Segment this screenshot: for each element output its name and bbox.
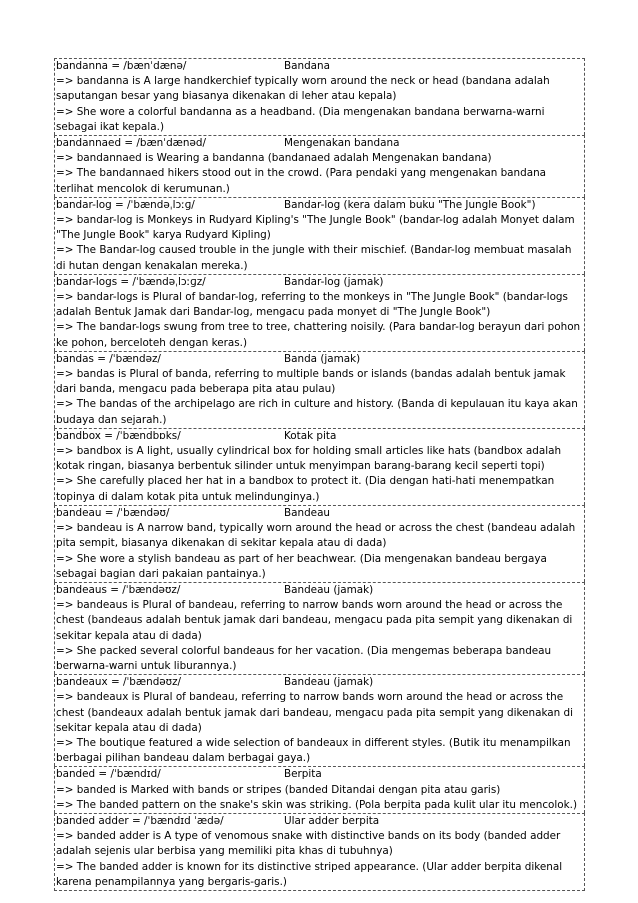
- example: => The bandar-logs swung from tree to tree, chattering noisily. (Para bandar-log berayun dari pohon ke pohon, berceloteh dengan keras.): [56, 321, 581, 349]
- entry-header: [56, 675, 583, 690]
- translation: Mengenakan bandana: [284, 137, 400, 150]
- headword: bandas = /ˈbændəz/: [56, 352, 161, 365]
- example: => The boutique featured a wide selection of bandeaux in different styles. (Butik itu menampilkan berbagai pilihan bandeau dalam berbagai gaya.): [56, 736, 571, 765]
- example: => She packed several colorful bandeaus for her vacation. (Dia mengemas beberapa bandeau berwarna-warni untuk liburannya.): [56, 644, 552, 672]
- headword: bandar-log = /ˈbændəˌlɔːɡ/: [56, 198, 195, 211]
- headword: bandar-logs = /ˈbændəˌlɔːɡz/: [56, 275, 206, 288]
- definition: => bandbox is A light, usually cylindrical box for holding small articles like hats (bandbox adalah kotak ringan, biasanya berbentuk silinder untuk menyimpan barang-barang kecil seperti topi): [56, 445, 562, 473]
- entry-header: [56, 814, 583, 829]
- entry-header: [56, 198, 583, 213]
- entry-bandeaux: [54, 674, 585, 766]
- entry-header: [56, 429, 583, 444]
- entry-header: [56, 59, 583, 74]
- definition: => bandeau is A narrow band, typically worn around the head or across the chest (bandeau adalah pita sempit, biasanya dikenakan di sekitar kepala atau di dada): [56, 522, 576, 550]
- example: => The Bandar-log caused trouble in the jungle with their mischief. (Bandar-log membuat masalah di hutan dengan kenakalan mereka.): [56, 244, 572, 272]
- headword: bandeaux = /ˈbændəʊz/: [56, 676, 182, 689]
- entry-banded: [54, 766, 585, 813]
- entry-bandas: [54, 351, 585, 428]
- entry-bandanna: [54, 58, 585, 135]
- example: => The banded pattern on the snake's skin was striking. (Pola berpita pada kulit ular itu mencolok.): [56, 798, 578, 811]
- example: => She wore a colorful bandanna as a headband. (Dia mengenakan bandana berwarna-warni sebagai ikat kepala.): [56, 105, 545, 133]
- translation: Ular adder berpita: [284, 814, 380, 827]
- definition: => bandas is Plural of banda, referring to multiple bands or islands (bandas adalah bentuk jamak dari banda, mengacu pada beberapa pita atau pulau): [56, 368, 566, 396]
- entry-bandar-log: [54, 197, 585, 274]
- definition: => bandannaed is Wearing a bandanna (bandanaed adalah Mengenakan bandana): [56, 152, 492, 165]
- headword: banded = /ˈbændɪd/: [56, 768, 161, 781]
- translation: Bandar-log (jamak): [284, 275, 384, 288]
- translation: Bandar-log (kera dalam buku "The Jungle Book"): [284, 198, 536, 211]
- translation: Bandeau (jamak): [284, 583, 374, 596]
- translation: Bandana: [284, 60, 330, 72]
- example: => She wore a stylish bandeau as part of her beachwear. (Dia mengenakan bandeau bergaya sebagai bagian dari pakaian pantainya.): [56, 552, 547, 580]
- translation: Berpita: [284, 768, 322, 781]
- example: => The banded adder is known for its distinctive striped appearance. (Ular adder berpita dikenal karena penampilannya yang bergaris-garis.): [56, 860, 563, 888]
- entry-header: [56, 275, 583, 290]
- definition: => banded adder is A type of venomous snake with distinctive bands on its body (banded adder adalah sejenis ular berbisa yang memiliki pita khas di tubuhnya): [56, 830, 561, 858]
- example: => The bandannaed hikers stood out in the crowd. (Para pendaki yang mengenakan bandana terlihat mencolok di kerumunan.): [56, 167, 547, 195]
- definition: => banded is Marked with bands or stripes (banded Ditandai dengan pita atau garis): [56, 783, 501, 796]
- entry-bandbox: [54, 428, 585, 505]
- headword: bandannaed = /bænˈdænəd/: [56, 137, 206, 150]
- entry-header: [56, 352, 583, 367]
- headword: bandeaus = /ˈbændəʊz/: [56, 583, 181, 596]
- example: => The bandas of the archipelago are rich in culture and history. (Banda di kepulauan itu kaya akan budaya dan sejarah.): [56, 398, 578, 426]
- headword: banded adder = /ˈbændɪd ˈædə/: [56, 814, 224, 827]
- definition: => bandeaus is Plural of bandeau, referring to narrow bands worn around the head or across the chest (bandeaus adalah bentuk jamak dari bandeau, mengacu pada pita sempit yang dikenakan di sekitar kepala atau di dada): [56, 599, 573, 642]
- definition: => bandar-log is Monkeys in Rudyard Kipling's "The Jungle Book" (bandar-log adalah Monyet dalam "The Jungle Book" karya Rudyard Kipling): [56, 214, 575, 242]
- definition: => bandanna is A large handkerchief typically worn around the neck or head (bandana adalah saputangan besar yang biasanya dikenakan di leher atau kepala): [56, 75, 550, 103]
- entry-bandeaus: [54, 582, 585, 674]
- headword: bandeau = /ˈbændəʊ/: [56, 506, 170, 519]
- entry-header: [56, 136, 583, 151]
- entry-header: [56, 767, 583, 782]
- headword: bandanna = /bænˈdænə/: [56, 60, 187, 72]
- entry-header: [56, 506, 583, 521]
- entry-bandar-logs: [54, 274, 585, 351]
- definition: => bandeaux is Plural of bandeau, referring to narrow bands worn around the head or across the chest (bandeaux adalah bentuk jamak dari bandeau, mengacu pada pita sempit yang dikenakan di sekitar kepala atau di dada): [56, 691, 574, 734]
- example: => She carefully placed her hat in a bandbox to protect it. (Dia dengan hati-hati menempatkan topinya di dalam kotak pita untuk melindunginya.): [56, 475, 555, 503]
- translation: Banda (jamak): [284, 352, 361, 365]
- definition: => bandar-logs is Plural of bandar-log, referring to the monkeys in "The Jungle Book" (bandar-logs adalah Bentuk Jamak dari Bandar-log, mengacu pada monyet di "The Jungle Book"): [56, 291, 568, 319]
- headword: bandbox = /ˈbændbɒks/: [56, 429, 181, 442]
- dictionary-list: [54, 58, 585, 891]
- entry-bandeau: [54, 505, 585, 582]
- entry-header: [56, 583, 583, 598]
- entry-bandannaed: [54, 135, 585, 197]
- translation: Kotak pita: [284, 429, 337, 442]
- translation: Bandeau (jamak): [284, 676, 374, 689]
- translation: Bandeau: [284, 506, 331, 519]
- entry-banded-adder: [54, 813, 585, 891]
